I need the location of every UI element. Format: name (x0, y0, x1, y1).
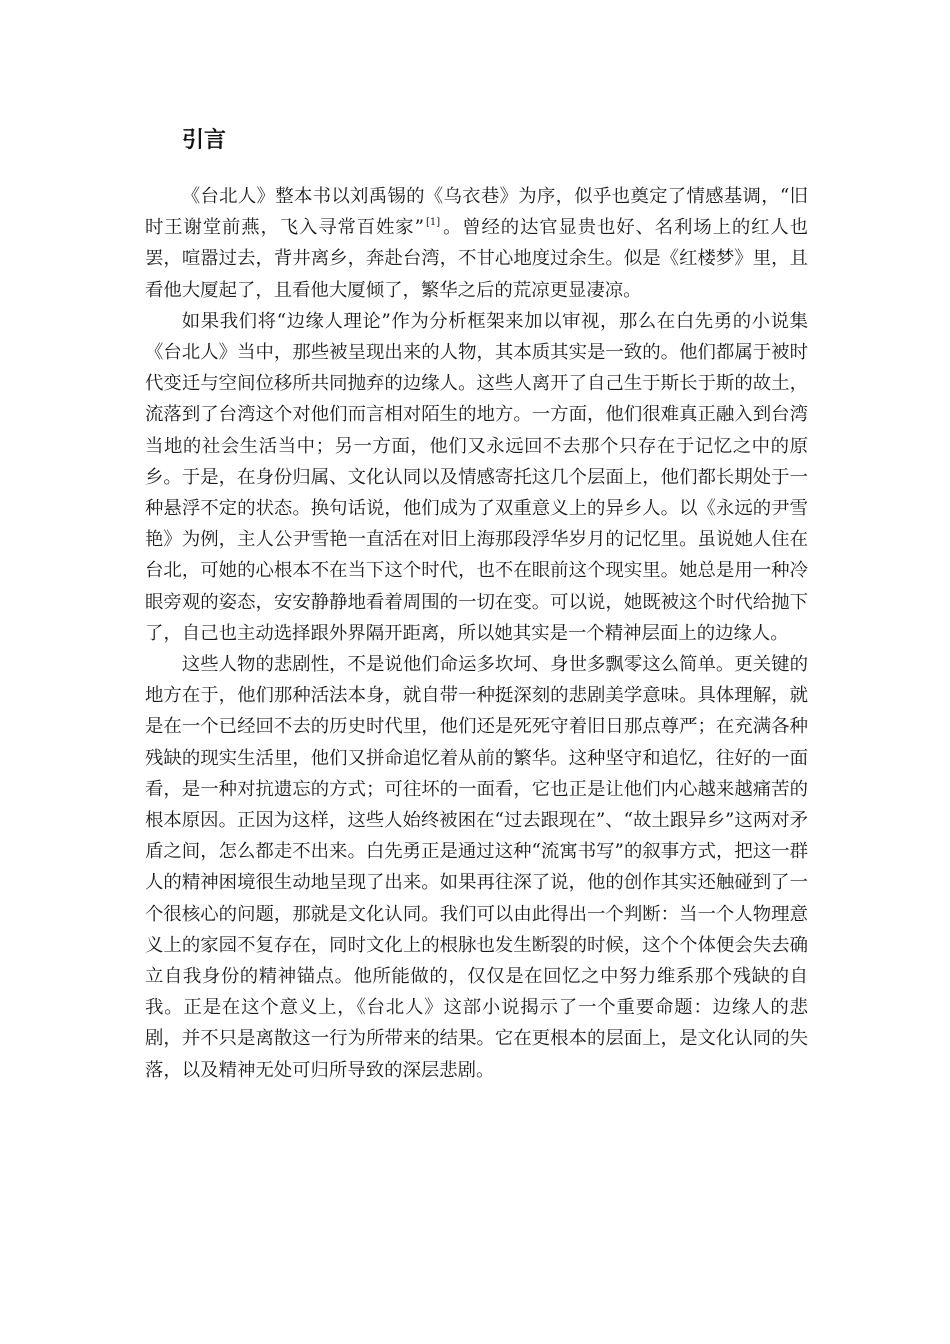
paragraph-1-text-before-ref: 《台北人》整本书以刘禹锡的《乌衣巷》为序，似乎也奠定了情感基调，“旧时王谢堂前燕，飞入寻常百姓家” (145, 186, 808, 239)
body-text (145, 181, 808, 1086)
paragraph-1 (145, 181, 808, 306)
paragraph-1-text-after-ref: 。曾经的达官显贵也好、名利场上的红人也罢，喧嚣过去，背井离乡，奔赴台湾，不甘心地度过余生。似是《红楼梦》里，且看他大厦起了，且看他大厦倾了，繁华之后的荒凉更显凄凉。 (145, 217, 808, 301)
paragraph-2: 如果我们将“边缘人理论”作为分析框架来加以审视，那么在白先勇的小说集《台北人》当中，那些被呈现出来的人物，其本质其实是一致的。他们都属于被时代变迁与空间位移所共同抛弃的边缘人。这些人离开了自己生于斯长于斯的故土，流落到了台湾这个对他们而言相对陌生的地方。一方面，他们很难真正融入到台湾当地的社会生活当中；另一方面，他们又永远回不去那个只存在于记忆之中的原乡。于是，在身份归属、文化认同以及情感寄托这几个层面上，他们都长期处于一种悬浮不定的状态。换句话说，他们成为了双重意义上的异乡人。以《永远的尹雪艳》为例，主人公尹雪艳一直活在对旧上海那段浮华岁月的记忆里。虽说她人住在台北，可她的心根本不在当下这个时代，也不在眼前这个现实里。她总是用一种冷眼旁观的姿态，安安静静地看着周围的一切在变。可以说，她既被这个时代给抛下了，自己也主动选择跟外界隔开距离，所以她其实是一个精神层面上的边缘人。 (145, 310, 808, 644)
paragraph-3: 这些人物的悲剧性，不是说他们命运多坎坷、身世多飘零这么简单。更关键的地方在于，他们那种活法本身，就自带一种挺深刻的悲剧美学意味。具体理解，就是在一个已经回不去的历史时代里，他们还是死死守着旧日那点尊严；在充满各种残缺的现实生活里，他们又拼命追忆着从前的繁华。这种坚守和追忆，往好的一面看，是一种对抗遗忘的方式；可往坏的一面看，它也正是让他们内心越来越痛苦的根本原因。正因为这样，这些人始终被困在“过去跟现在”、“故土跟异乡”这两对矛盾之间，怎么都走不出来。白先勇正是通过这种“流寓书写”的叙事方式，把这一群人的精神困境很生动地呈现了出来。如果再往深了说，他的创作其实还触碰到了一个很核心的问题，那就是文化认同。我们可以由此得出一个判断：当一个人物理意义上的家园不复存在，同时文化上的根脉也发生断裂的时候，这个个体便会失去确立自我身份的精神锚点。他所能做的，仅仅是在回忆之中努力维系那个残缺的自我。正是在这个意义上，《台北人》这部小说揭示了一个重要命题：边缘人的悲剧，并不只是离散这一行为所带来的结果。它在更根本的层面上，是文化认同的失落，以及精神无处可归所导致的深层悲剧。 (145, 654, 808, 1081)
footnote-reference[interactable]: [1] (425, 217, 441, 229)
section-heading: 引言 (182, 128, 227, 153)
